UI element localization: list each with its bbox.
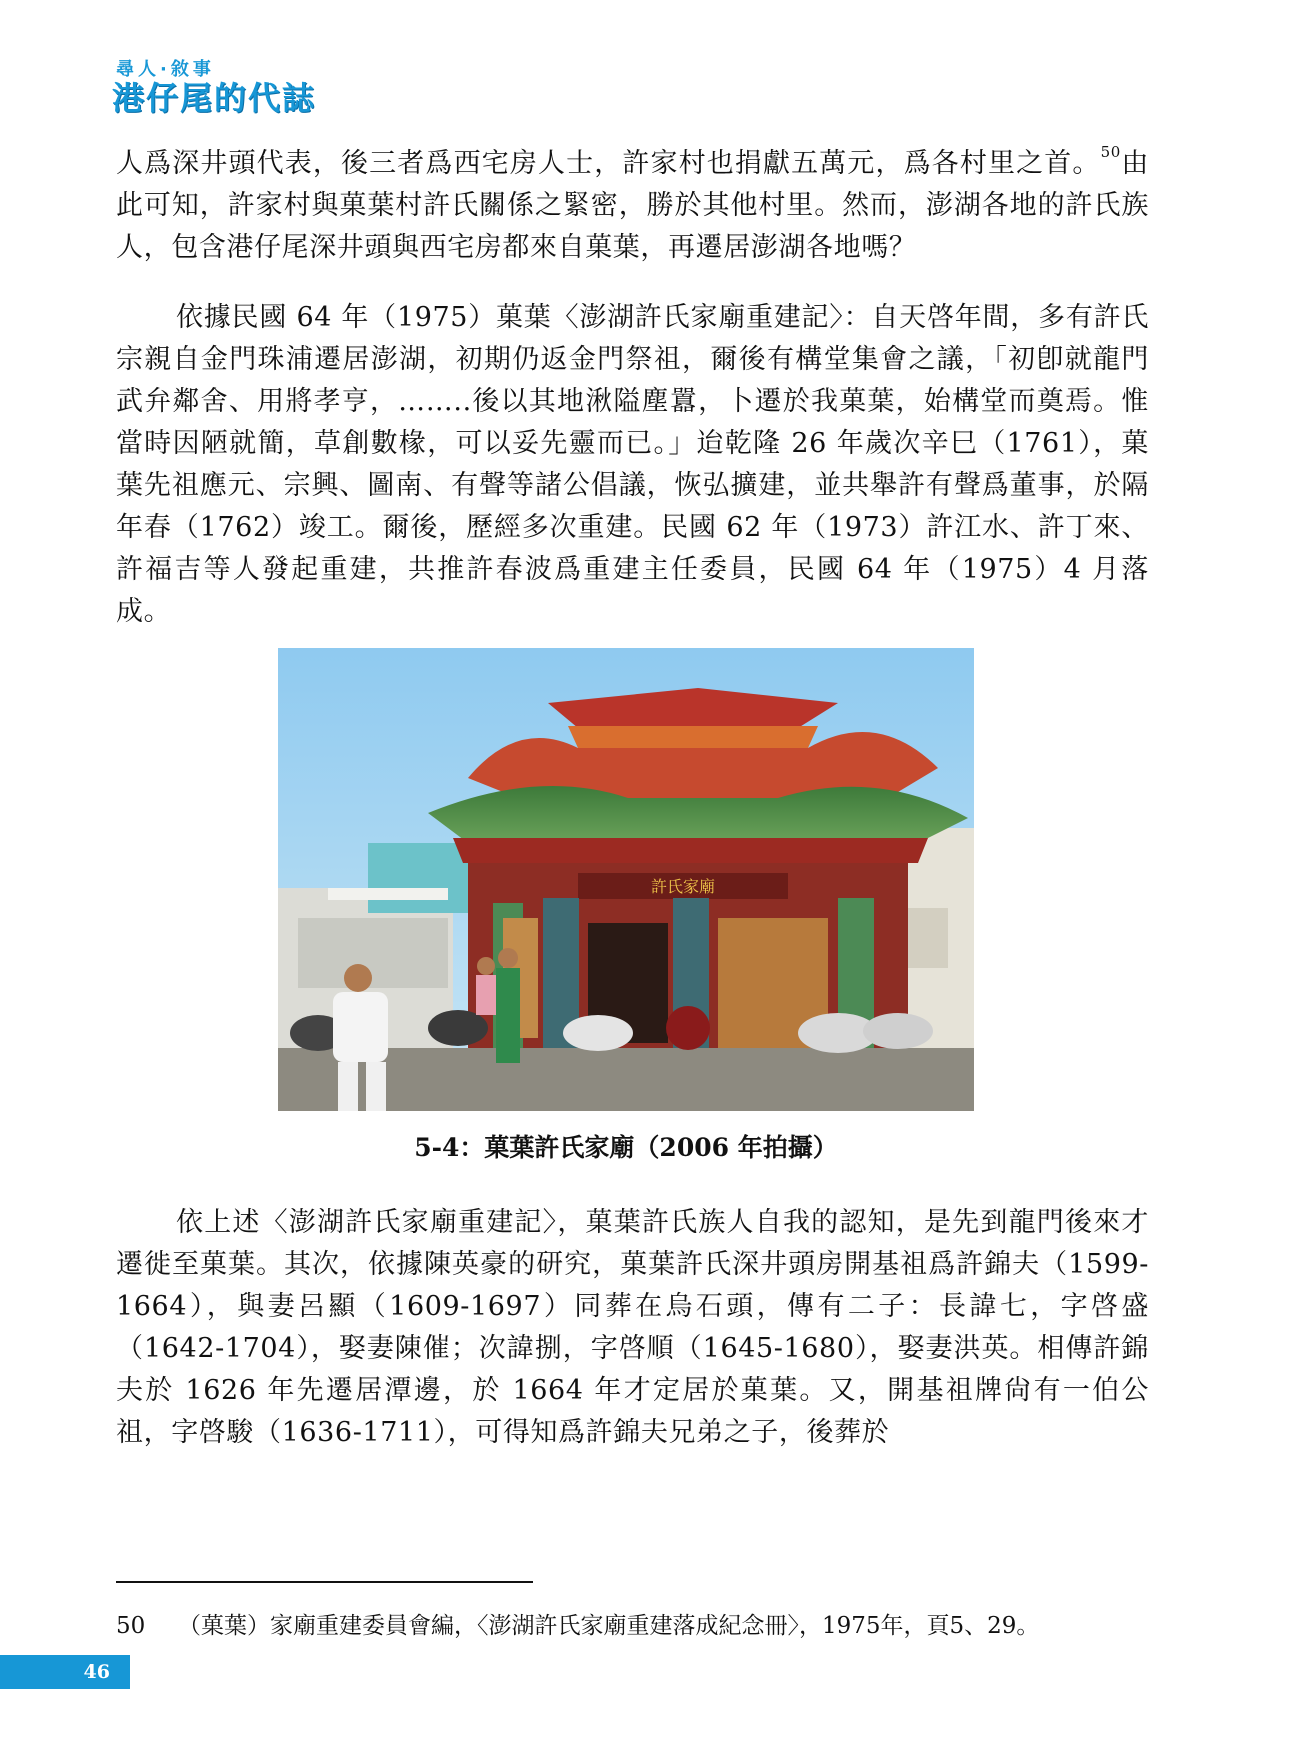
figure-caption: 5-4：菓葉許氏家廟（2006 年拍攝）	[414, 1133, 838, 1162]
paragraph-1-text: 人爲深井頭代表，後三者爲西宅房人士，許家村也捐獻五萬元，爲各村里之首。	[116, 148, 1101, 179]
temple-photo	[278, 648, 974, 1111]
book-header	[112, 55, 316, 115]
temple-signboard: 許氏家廟	[650, 877, 716, 896]
footnote-ref: 50	[1100, 143, 1121, 161]
footnote-text: （菓葉）家廟重建委員會編，〈澎湖許氏家廟重建落成紀念冊〉，1975年，頁5、29。	[178, 1613, 1040, 1639]
paragraph-3: 依上述〈澎湖許氏家廟重建記〉，菓葉許氏族人自我的認知，是先到龍門後來才遷徙至菓葉。其次，依據陳英豪的研究，菓葉許氏深井頭房開基祖爲許錦夫（1599-1664），與妻呂顯（1609-1697）同葬在烏石頭，傳有二子：長諱七，字啓盛（1642-1704），娶妻陳催；次諱捌，字啓順（1645-1680），娶妻洪英。相傳許錦夫於 1626 年先遷居潭邊，於 1664 年才定居於菓葉。又，開基祖牌尙有一伯公祖，字啓駿（1636-1711），可得知爲許錦夫兄弟之子，後葬於	[116, 1207, 1149, 1448]
footnote-divider	[116, 1581, 533, 1583]
paragraph-1	[116, 143, 1149, 269]
footnote-number: 50	[116, 1613, 146, 1639]
page-number: 46	[0, 1655, 130, 1689]
paragraph-2: 依據民國 64 年（1975）菓葉〈澎湖許氏家廟重建記〉：自天啓年間，多有許氏宗親自金門珠浦遷居澎湖，初期仍返金門祭祖，爾後有構堂集會之議，「初卽就龍門武弁鄰舍、用將孝亨，……..後以其地湫隘塵囂，卜遷於我菓葉，始構堂而奠焉。惟當時因陋就簡，草創數椽，可以妥先靈而已。」迨乾隆 26 年歲次辛巳（1761），菓葉先祖應元、宗興、圖南、有聲等諸公倡議，恢弘擴建，並共舉許有聲爲董事，於隔年春（1762）竣工。爾後，歷經多次重建。民國 62 年（1973）許江水、許丁來、許福吉等人發起重建，共推許春波爲重建主任委員，民國 64 年（1975）4 月落成。	[116, 302, 1149, 627]
footnote	[116, 1607, 1039, 1640]
paragraph-1-rest: 由此可知，許家村與菓葉村許氏關係之緊密，勝於其他村里。然而，澎湖各地的許氏族人，包含港仔尾深井頭與西宅房都來自菓葉，再遷居澎湖各地嗎？	[116, 148, 1149, 263]
book-subtitle: 尋人·敘事	[116, 59, 215, 80]
book-title: 港仔尾的代誌	[112, 79, 317, 117]
